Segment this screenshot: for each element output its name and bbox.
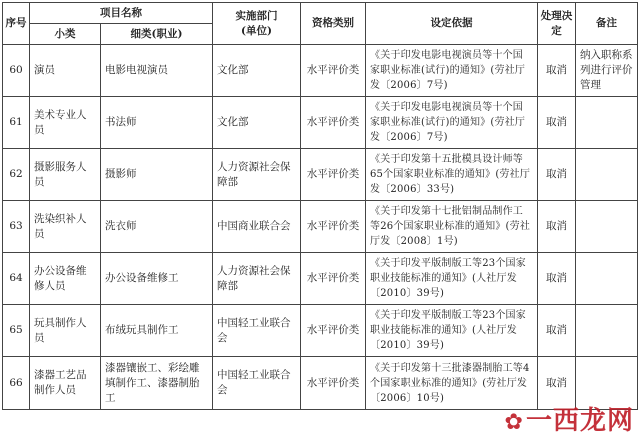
cell-decision: 取消 xyxy=(538,45,576,97)
cell-qual-type: 水平评价类 xyxy=(301,149,366,201)
cell-detail-class: 布绒玩具制作工 xyxy=(101,305,213,357)
cell-sub-class: 演员 xyxy=(30,45,101,97)
cell-dept: 中国商业联合会 xyxy=(213,201,301,253)
cell-detail-class: 办公设备维修工 xyxy=(101,253,213,305)
cell-qual-type: 水平评价类 xyxy=(301,305,366,357)
cell-seq: 64 xyxy=(3,253,30,305)
cell-decision: 取消 xyxy=(538,97,576,149)
cell-basis: 《关于印发电影电视演员等十个国家职业标准(试行)的通知》(劳社厅发〔2006〕7号) xyxy=(366,97,538,149)
cell-remark xyxy=(576,97,638,149)
cell-decision: 取消 xyxy=(538,149,576,201)
header-remark: 备注 xyxy=(576,3,638,45)
cell-sub-class: 洗染织补人员 xyxy=(30,201,101,253)
cell-remark: 纳入职称系列进行评价管理 xyxy=(576,45,638,97)
cell-sub-class: 摄影服务人员 xyxy=(30,149,101,201)
cell-detail-class: 电影电视演员 xyxy=(101,45,213,97)
cell-detail-class: 洗衣师 xyxy=(101,201,213,253)
cell-remark xyxy=(576,149,638,201)
occupation-table xyxy=(2,2,638,410)
header-basis: 设定依据 xyxy=(366,3,538,45)
cell-basis: 《关于印发平版制版工等23个国家职业技能标准的通知》(人社厅发〔2010〕39号) xyxy=(366,253,538,305)
header-qual-type: 资格类别 xyxy=(301,3,366,45)
cell-seq: 60 xyxy=(3,45,30,97)
header-dept-line2: (单位) xyxy=(241,24,272,37)
cell-basis: 《关于印发平版制版工等23个国家职业技能标准的通知》(人社厅发〔2010〕39号) xyxy=(366,305,538,357)
cell-remark xyxy=(576,253,638,305)
table-row xyxy=(3,201,638,253)
cell-sub-class: 漆器工艺品制作人员 xyxy=(30,357,101,410)
header-decision: 处理决定 xyxy=(538,3,576,45)
cell-dept: 人力资源社会保障部 xyxy=(213,253,301,305)
cell-detail-class: 摄影师 xyxy=(101,149,213,201)
header-seq: 序号 xyxy=(3,3,30,45)
cell-seq: 61 xyxy=(3,97,30,149)
cell-dept: 中国轻工业联合会 xyxy=(213,305,301,357)
cell-sub-class: 办公设备维修人员 xyxy=(30,253,101,305)
header-detail-class: 细类(职业) xyxy=(101,24,213,45)
cell-dept: 人力资源社会保障部 xyxy=(213,149,301,201)
cell-seq: 66 xyxy=(3,357,30,410)
cell-basis: 《关于印发第十七批铝制品制作工等26个国家职业标准的通知》(劳社厅发〔2008〕1号) xyxy=(366,201,538,253)
table-row xyxy=(3,45,638,97)
cell-sub-class: 美术专业人员 xyxy=(30,97,101,149)
header-dept-line1: 实施部门 xyxy=(235,9,278,22)
cell-qual-type: 水平评价类 xyxy=(301,201,366,253)
table-row xyxy=(3,149,638,201)
cell-dept: 中国轻工业联合会 xyxy=(213,357,301,410)
cell-basis: 《关于印发电影电视演员等十个国家职业标准(试行)的通知》(劳社厅发〔2006〕7号) xyxy=(366,45,538,97)
cell-remark xyxy=(576,201,638,253)
header-project-name: 项目名称 xyxy=(30,3,213,24)
cell-decision: 取消 xyxy=(538,201,576,253)
cell-seq: 63 xyxy=(3,201,30,253)
cell-qual-type: 水平评价类 xyxy=(301,45,366,97)
cell-detail-class: 书法师 xyxy=(101,97,213,149)
cell-remark xyxy=(576,305,638,357)
cell-detail-class: 漆器镶嵌工、彩绘雕填制作工、漆器制胎工 xyxy=(101,357,213,410)
cell-basis: 《关于印发第十五批模具设计师等65个国家职业标准的通知》(劳社厅发〔2006〕33号) xyxy=(366,149,538,201)
cell-sub-class: 玩具制作人员 xyxy=(30,305,101,357)
cell-seq: 65 xyxy=(3,305,30,357)
cell-dept: 文化部 xyxy=(213,97,301,149)
watermark-text: 一西龙网 xyxy=(525,406,634,436)
cell-decision: 取消 xyxy=(538,253,576,305)
watermark-logo-icon: ✿ xyxy=(504,410,524,435)
watermark xyxy=(505,400,634,437)
header-sub-class: 小类 xyxy=(30,24,101,45)
header-dept xyxy=(213,3,301,45)
table-row xyxy=(3,305,638,357)
cell-qual-type: 水平评价类 xyxy=(301,97,366,149)
cell-seq: 62 xyxy=(3,149,30,201)
table-row xyxy=(3,253,638,305)
cell-decision: 取消 xyxy=(538,357,576,410)
cell-basis: 《关于印发第十三批漆器制胎工等4个国家职业标准的通知》(劳社厅发〔2006〕10号) xyxy=(366,357,538,410)
cell-dept: 文化部 xyxy=(213,45,301,97)
cell-decision: 取消 xyxy=(538,305,576,357)
cell-qual-type: 水平评价类 xyxy=(301,357,366,410)
cell-qual-type: 水平评价类 xyxy=(301,253,366,305)
table-row xyxy=(3,97,638,149)
